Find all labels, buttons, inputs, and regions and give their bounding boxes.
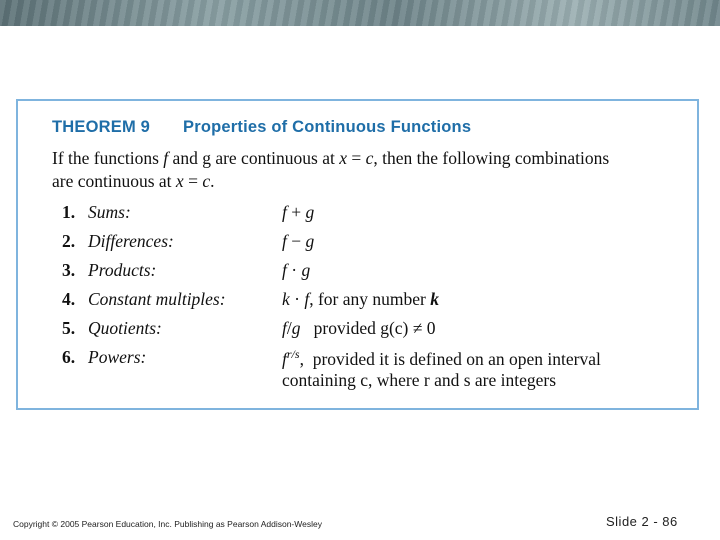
expr-var: k — [282, 289, 290, 309]
item-name: Differences: — [88, 231, 174, 251]
expr-text: , for any number — [309, 289, 431, 309]
statement-line-1 — [52, 147, 682, 170]
statement-var-c: c — [365, 148, 374, 168]
theorem-label: THEOREM 9 — [52, 118, 151, 136]
powers-continuation: containing c, where r and s are integers — [282, 370, 557, 390]
slide-number: Slide 2 - 86 — [606, 514, 678, 529]
expr-var: g — [291, 318, 301, 338]
theorem-statement — [52, 147, 682, 193]
expr-op: − — [286, 231, 306, 251]
expr-var: f — [282, 348, 287, 369]
expr-var: g — [305, 202, 315, 222]
statement-line-2 — [52, 170, 682, 193]
theorem-box — [16, 99, 699, 410]
item-name: Quotients: — [88, 318, 162, 338]
expr-var: k — [430, 289, 439, 309]
item-number: 3. — [62, 260, 76, 280]
expr-exponent: r/s — [286, 347, 300, 361]
statement-text: and g are continuous at — [168, 148, 340, 168]
statement-text: are continuous at — [52, 171, 176, 191]
item-name: Products: — [88, 260, 157, 280]
expr-var: f — [282, 318, 287, 338]
statement-equals: = — [347, 148, 366, 168]
statement-var-f: f — [163, 148, 169, 168]
top-decorative-band — [0, 0, 720, 26]
item-expression — [282, 289, 439, 310]
statement-var-c: c — [202, 171, 211, 191]
expr-op: + — [286, 202, 306, 222]
item-number: 5. — [62, 318, 76, 338]
item-number: 6. — [62, 347, 76, 367]
item-number: 4. — [62, 289, 76, 309]
statement-text: . — [210, 171, 215, 191]
expr-var: f — [282, 260, 287, 280]
expr-text: provided g(c) ≠ 0 — [300, 318, 436, 338]
item-expression — [282, 202, 314, 223]
item-expression — [282, 260, 310, 281]
theorem-title: Properties of Continuous Functions — [183, 118, 472, 136]
statement-var-x: x — [339, 148, 348, 168]
item-number: 2. — [62, 231, 76, 251]
item-name: Sums: — [88, 202, 131, 222]
item-name: Constant multiples: — [88, 289, 226, 309]
expr-var: f — [282, 231, 287, 251]
item-number: 1. — [62, 202, 76, 222]
copyright-text: Copyright © 2005 Pearson Education, Inc. Publishing as Pearson Addison-Wesley — [13, 519, 322, 529]
item-expression — [282, 347, 601, 370]
expr-op: / — [286, 318, 292, 338]
expr-var: f — [304, 289, 310, 309]
statement-text: If the functions — [52, 148, 164, 168]
expr-op: · — [289, 289, 305, 309]
item-expression — [282, 231, 314, 252]
expr-op: · — [286, 260, 302, 280]
statement-text: , then the following combinations — [373, 148, 610, 168]
item-name: Powers: — [88, 347, 147, 367]
expr-var: g — [305, 231, 315, 251]
statement-equals: = — [183, 171, 203, 191]
expr-var: g — [301, 260, 311, 280]
item-expression — [282, 318, 435, 339]
expr-var: f — [282, 202, 287, 222]
expr-text: , provided it is defined on an open interval — [299, 348, 601, 369]
statement-var-x: x — [175, 171, 184, 191]
